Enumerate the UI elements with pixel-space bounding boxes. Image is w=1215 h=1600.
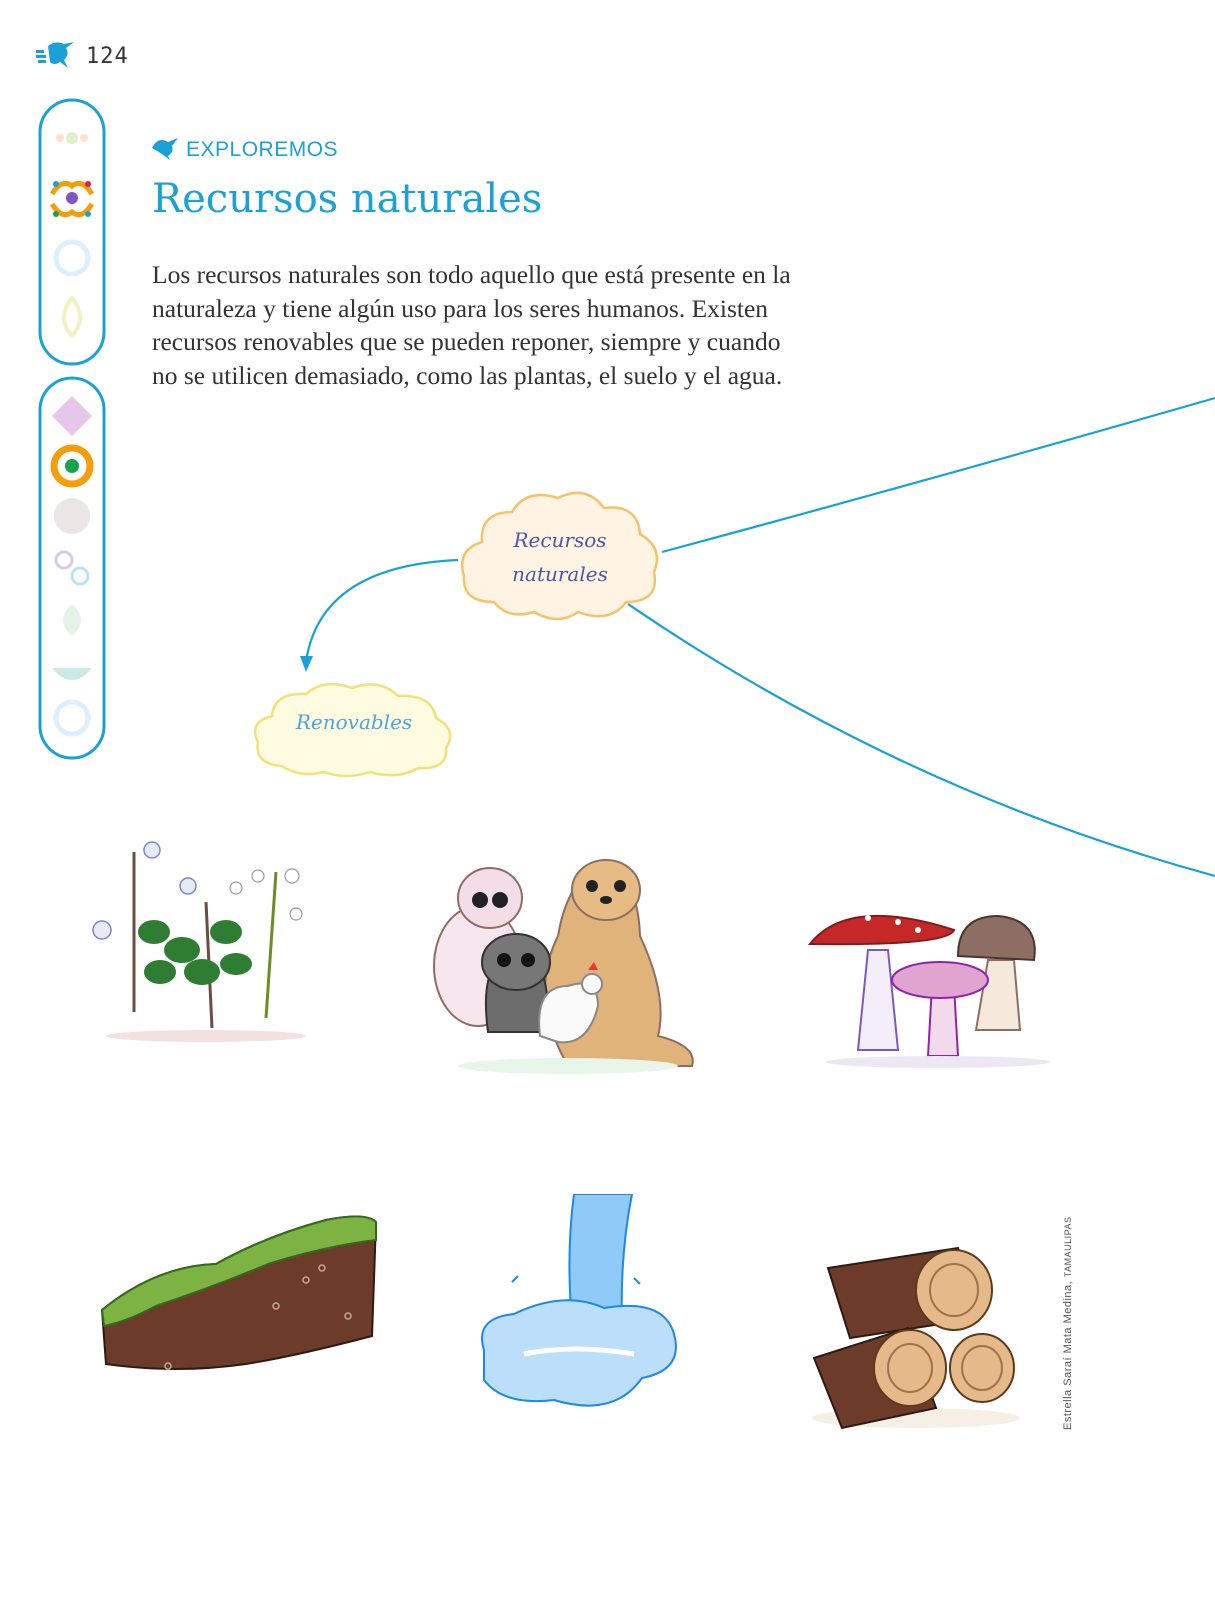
cloud-center-line1: Recursos (513, 528, 607, 552)
mushrooms-illustration (808, 900, 1054, 1070)
illustration-credit (1062, 1217, 1074, 1430)
credit-author: Estrella Saraí Mata Medina, (1062, 1280, 1074, 1430)
section-label: EXPLOREMOS (186, 138, 339, 161)
cloud-center-line2: naturales (512, 562, 608, 586)
cloud-renovables-label: Renovables (295, 710, 413, 734)
intro-paragraph: Los recursos naturales son todo aquello que está presente en la naturaleza y tiene algún uso para los seres humanos. Existen recursos renovables que se pueden reponer, siempre y cuando no se utilicen demasiado, como las plantas, el suelo y el agua. (152, 260, 791, 390)
cloud-recursos-naturales (454, 484, 666, 626)
animals-illustration (428, 836, 708, 1080)
logs-illustration (808, 1208, 1024, 1432)
plants-illustration (86, 832, 322, 1046)
credit-state: TAMAULIPAS (1063, 1216, 1073, 1278)
page-number: 124 (86, 44, 129, 69)
water-illustration (474, 1194, 684, 1422)
page-title: Recursos naturales (152, 176, 543, 222)
soil-illustration (96, 1206, 382, 1382)
